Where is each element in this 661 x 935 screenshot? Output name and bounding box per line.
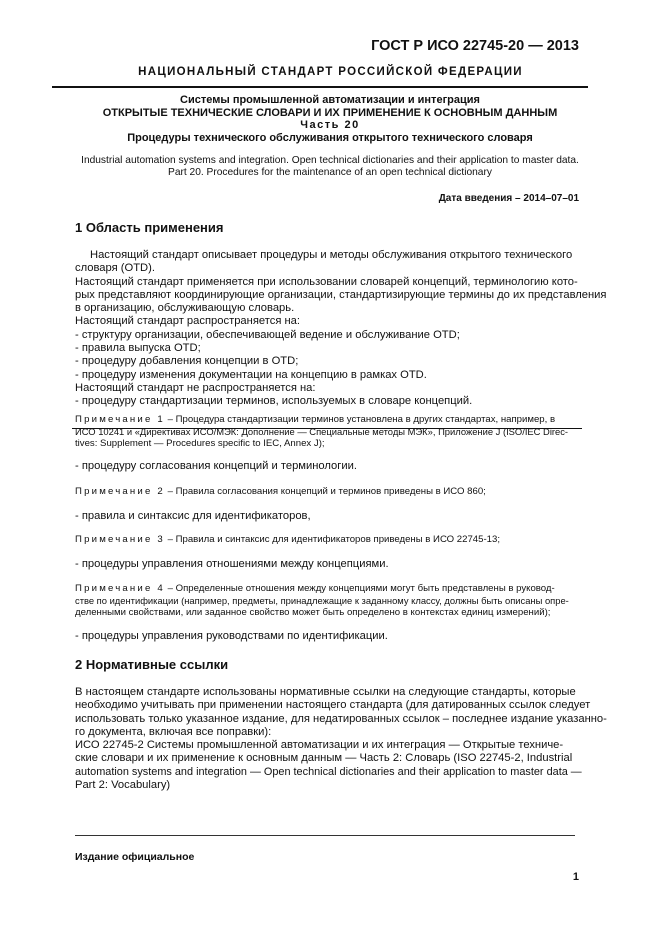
note-2-label: Примечание 2: [75, 486, 165, 497]
s1-p1-line-2: словаря (OTD).: [75, 262, 155, 275]
s1-bullet-5: - процедуру стандартизации терминов, используемых в словаре концепций.: [75, 395, 473, 408]
title-line-1: Системы промышленной автоматизации и интеграция: [180, 94, 480, 106]
s1-bullet-7-block: [75, 510, 579, 523]
s1-bullet-1: - структуру организации, обеспечивающей ведение и обслуживание OTD;: [75, 328, 460, 341]
s1-bullet-6-block: [75, 460, 579, 473]
s1-p2-line-1: Настоящий стандарт применяется при использовании словарей концепций, терминологию кото-: [75, 275, 578, 288]
s1-bullet-2: - правила выпуска OTD;: [75, 342, 201, 355]
s1-p4: Настоящий стандарт не распространяется на:: [75, 381, 316, 394]
note-3-text: – Правила и синтаксис для идентификаторов приведены в ИСО 22745-13;: [167, 534, 501, 545]
national-standard-banner: НАЦИОНАЛЬНЫЙ СТАНДАРТ РОССИЙСКОЙ ФЕДЕРАЦИИ: [138, 66, 523, 78]
footer-divider: [75, 835, 575, 836]
english-title-line-1: Industrial automation systems and integration. Open technical dictionaries and their application to master data.: [81, 155, 579, 166]
s1-bullet-8-block: [75, 558, 579, 571]
section-2-body: [75, 686, 607, 792]
title-part: Часть 20: [300, 119, 360, 132]
title-line-2: ОТКРЫТЫЕ ТЕХНИЧЕСКИЕ СЛОВАРИ И ИХ ПРИМЕНЕНИЕ К ОСНОВНЫМ ДАННЫМ: [102, 106, 558, 119]
note-4-line-3: деленными свойствами, или заданное свойство может быть определено в контекстах единиц измерений);: [75, 607, 551, 619]
note-1: [75, 414, 579, 451]
s1-bullet-9-block: [75, 630, 579, 643]
note-4-line-2: стве по идентификации (например, предметы, принадлежащие к заданному классу, должны быть описаны опре-: [75, 595, 569, 607]
note-1-line-2: ИСО 10241 и «Директивах ИСО/МЭК: Дополнение — Специальные методы МЭК», Приложение J (ISO/IEC Direc-: [75, 426, 569, 438]
s2-p2-line-4: Part 2: Vocabulary): [75, 779, 171, 792]
introduction-date: Дата введения – 2014–07–01: [438, 193, 579, 204]
s2-p1-line-1: В настоящем стандарте использованы нормативные ссылки на следующие стандарты, которые: [75, 686, 576, 698]
note-1-line-1: – Процедура стандартизации терминов установлена в других стандартах, например, в: [167, 414, 556, 425]
note-2: [75, 486, 579, 498]
s1-p3: Настоящий стандарт распространяется на:: [75, 315, 300, 328]
s2-p1-line-4: го документа, включая все поправки):: [75, 725, 272, 738]
header-divider: [52, 86, 588, 88]
s2-p2-line-2: ские словари и их применение к основным данным — Часть 2: Словарь (ISO 22745-2, Industrial: [75, 752, 573, 765]
document-title: [40, 94, 620, 144]
document-code: ГОСТ Р ИСО 22745-20 — 2013: [371, 38, 579, 54]
s1-bullet-8: - процедуры управления отношениями между концепциями.: [75, 558, 389, 570]
title-line-4: Процедуры технического обслуживания открытого технического словаря: [127, 131, 533, 144]
s2-p2-line-1: ИСО 22745-2 Системы промышленной автоматизации и их интеграция — Открытые техниче-: [75, 739, 564, 752]
section-2-heading: 2 Нормативные ссылки: [75, 657, 229, 672]
section-1-heading: 1 Область применения: [75, 220, 224, 235]
note-2-text: – Правила согласования концепций и терминов приведены в ИСО 860;: [167, 486, 486, 497]
note-4: [75, 583, 579, 620]
s2-p1-line-2: необходимо учитывать при применении настоящего стандарта (для датированных ссылок следует: [75, 699, 591, 712]
s1-p2-line-3: в организацию, обслуживающую словарь.: [75, 302, 295, 315]
section-1-body: [75, 249, 607, 409]
s2-p1-line-3: использовать только указанное издание, для недатированных ссылок – последнее издание указанно-: [75, 712, 607, 725]
s1-bullet-3: - процедуру добавления концепции в OTD;: [75, 355, 299, 368]
official-edition-label: Издание официальное: [75, 851, 195, 863]
s1-bullet-7: - правила и синтаксис для идентификаторов,: [75, 510, 311, 522]
note-3-label: Примечание 3: [75, 534, 165, 545]
page-number: 1: [572, 871, 579, 883]
s1-bullet-6: - процедуру согласования концепций и терминологии.: [75, 460, 357, 472]
note-4-label: Примечание 4: [75, 583, 165, 594]
s1-p1-line-1: Настоящий стандарт описывает процедуры и методы обслуживания открытого технического: [90, 249, 573, 261]
note-1-strike-line: [72, 428, 582, 429]
english-title-line-2: Part 20. Procedures for the maintenance of an open technical dictionary: [168, 167, 492, 179]
s1-bullet-9: - процедуры управления руководствами по идентификации.: [75, 630, 388, 642]
note-1-line-3: tives: Supplement — Procedures specific to IEC, Annex J);: [75, 438, 325, 450]
english-title: [40, 155, 620, 180]
note-4-line-1: – Определенные отношения между концепциями могут быть представлены в руковод-: [167, 583, 555, 594]
note-3: [75, 534, 579, 546]
s1-bullet-4: - процедуру изменения документации на концепцию в рамках OTD.: [75, 368, 427, 381]
note-1-label: Примечание 1: [75, 414, 165, 425]
s2-p2-line-3: automation systems and integration — Open technical dictionaries and their application to master data —: [75, 765, 582, 778]
s1-p2-line-2: рых представляют координирующие организации, стандартизирующие термины до их представления: [75, 288, 607, 301]
